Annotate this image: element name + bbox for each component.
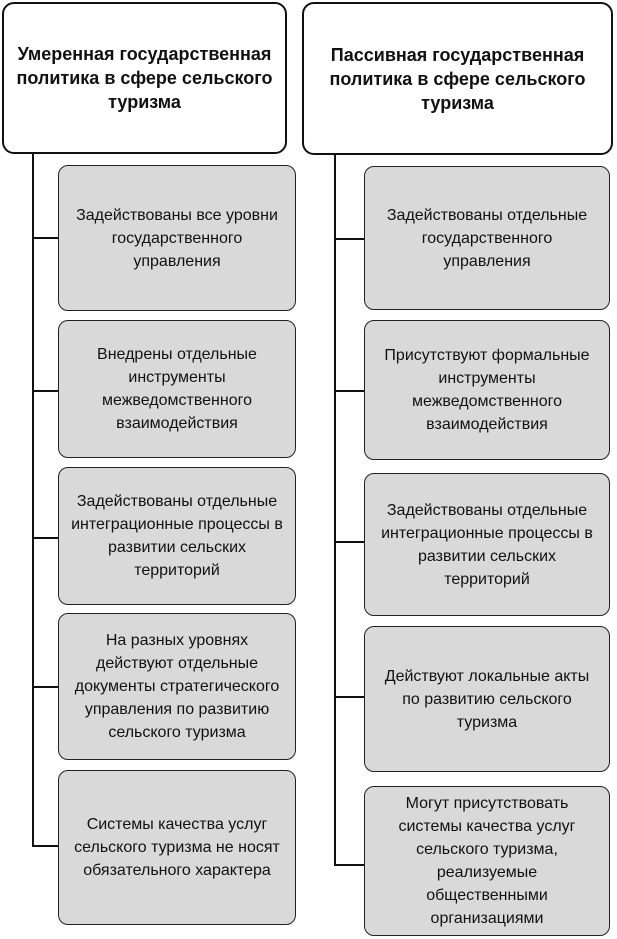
left-item-1-text: Задействованы все уровни государственного управления [76, 206, 278, 270]
right-item-2-text: Присутствуют формальные инструменты межведомственного взаимодействия [384, 347, 590, 433]
right-item-4 [364, 626, 610, 772]
right-connector-branch [334, 864, 364, 866]
right-item-1-text: Задействованы отдельные государственного управления [386, 206, 588, 270]
right-connector-branch [334, 238, 364, 240]
left-header-title: Умеренная государственная политика в сфере сельского туризма [16, 44, 273, 112]
right-item-5-text: Могут присутствовать системы качества услуг сельского туризма, реализуемые общественными организациями [398, 795, 576, 927]
right-connector-branch [334, 696, 364, 698]
right-item-4-text: Действуют локальные акты по развитию сельского туризма [384, 667, 590, 731]
right-item-3-text: Задействованы отдельные интеграционные процессы в развитии сельских территорий [381, 501, 593, 588]
right-header-title: Пассивная государственная политика в сфере сельского туризма [329, 44, 586, 113]
right-item-3 [364, 473, 610, 616]
left-item-5-text: Системы качества услуг сельского туризма не носят обязательного характера [74, 816, 280, 879]
left-item-2-text: Внедрены отдельные инструменты межведомственного взаимодействия [97, 346, 257, 432]
right-item-5 [364, 786, 610, 936]
right-connector-branch [334, 541, 364, 543]
right-item-2 [364, 320, 610, 460]
right-item-1 [364, 166, 610, 310]
right-connector-trunk [334, 155, 336, 865]
left-item-3-text: Задействованы отдельные интеграционные процессы в развитии сельских территорий [71, 493, 283, 579]
right-connector-branch [334, 390, 364, 392]
left-item-4-text: На разных уровнях действуют отдельные документы стратегического управления по развитию сельского туризма [74, 632, 280, 741]
right-header [302, 2, 613, 155]
